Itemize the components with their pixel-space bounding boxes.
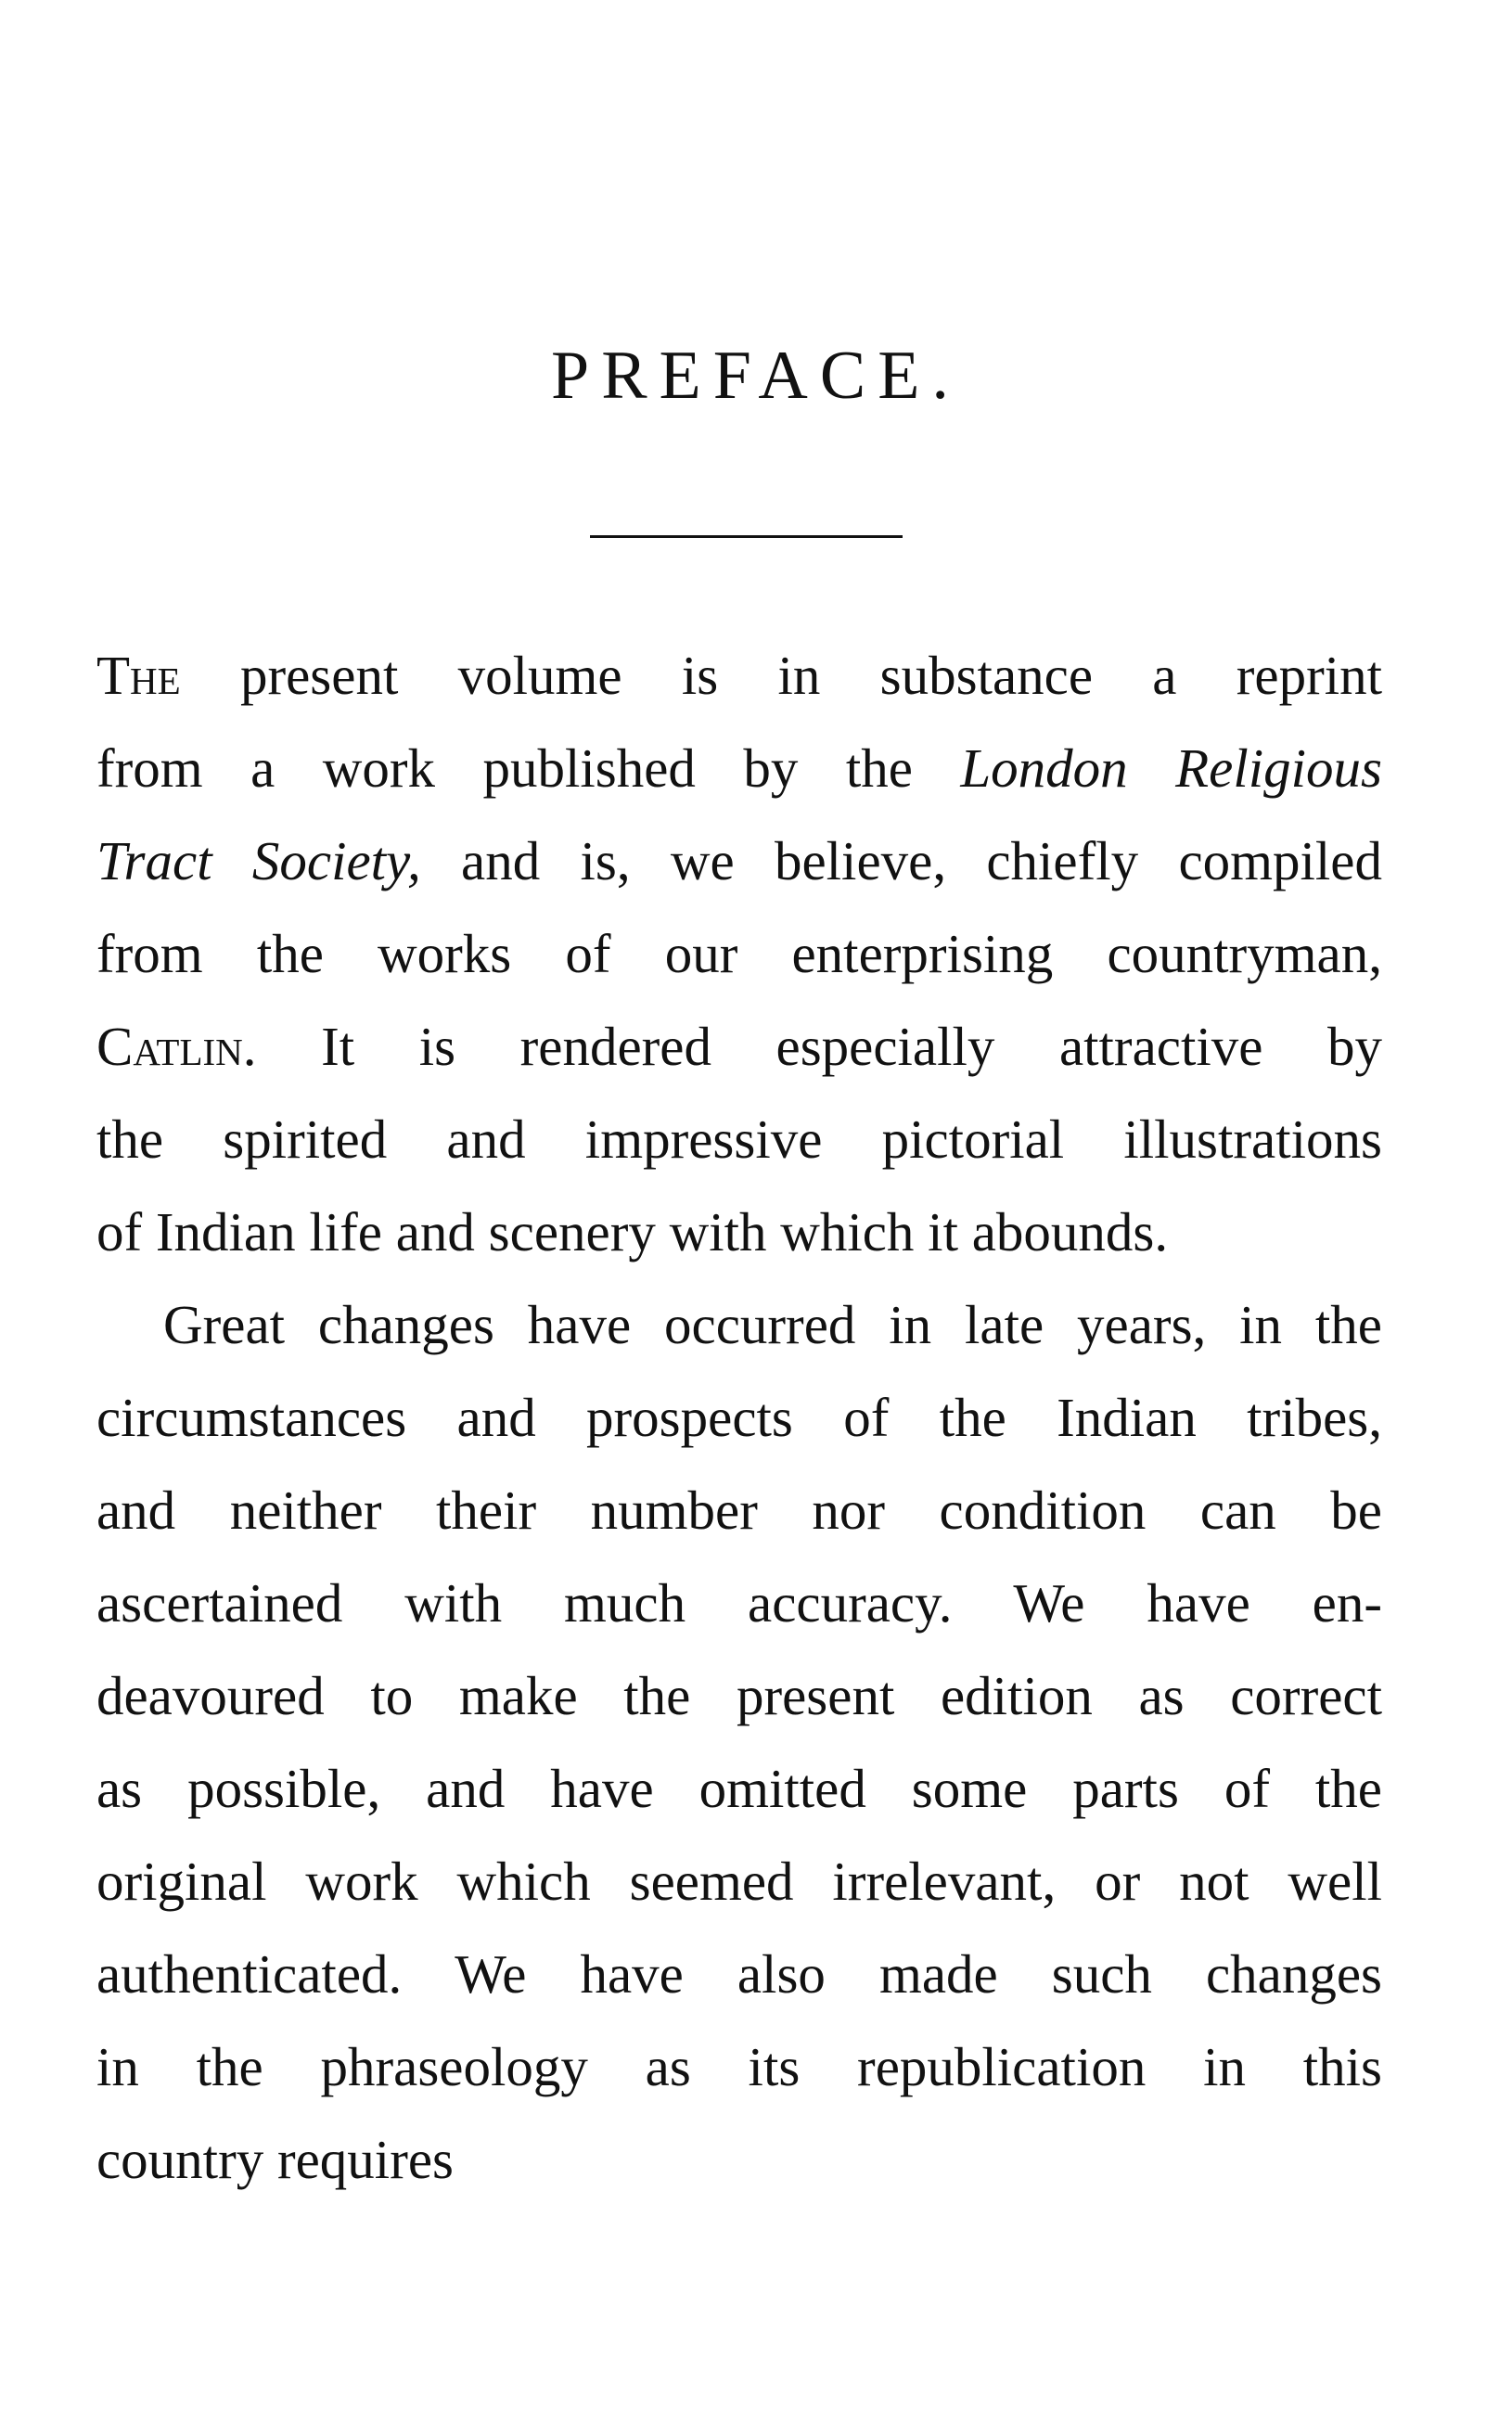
- line-text: deavoured to make the present edition as correct: [96, 1665, 1382, 1726]
- line-text: ascertained with much accuracy. We have en-: [96, 1572, 1382, 1634]
- line-text: circumstances and prospects of the Indian tribes,: [96, 1387, 1382, 1448]
- line-text: the spirited and impressive pictorial illustrations: [96, 1108, 1382, 1170]
- line-text: original work which seemed irrelevant, or not well: [96, 1851, 1382, 1912]
- line-text: in the phraseology as its republication in this: [96, 2036, 1382, 2097]
- text-line: [96, 1464, 1382, 1557]
- small-caps-word: Catlin.: [96, 1016, 257, 1077]
- text-line: [96, 1742, 1382, 1835]
- line-text: and is, we believe, chiefly compiled: [420, 830, 1382, 891]
- text-line: [96, 722, 1382, 814]
- line-text: from a work published by the: [96, 737, 961, 799]
- line-text: of Indian life and scenery with which it abounds.: [96, 1201, 1169, 1262]
- line-text: authenticated. We have also made such changes: [96, 1943, 1382, 2005]
- text-line: [96, 1093, 1382, 1185]
- text-line: [96, 1000, 1382, 1093]
- text-line: [96, 814, 1382, 907]
- text-line: [96, 2020, 1382, 2113]
- line-text: It is rendered especially attractive by: [256, 1016, 1382, 1077]
- preface-body: [96, 629, 1382, 2206]
- small-caps-word: The: [96, 645, 181, 706]
- italic-text: London Religious: [960, 737, 1382, 799]
- text-line: [96, 1278, 1382, 1371]
- text-line: [96, 1185, 1382, 1278]
- title-divider: [590, 535, 903, 538]
- italic-text: Tract Society,: [96, 830, 421, 891]
- paragraph-2: [96, 1278, 1382, 2206]
- text-line: [96, 1835, 1382, 1928]
- page-title: PREFACE.: [551, 338, 961, 414]
- text-line: [96, 1649, 1382, 1742]
- text-line: [96, 2113, 1382, 2206]
- line-text: as possible, and have omitted some parts of the: [96, 1758, 1382, 1819]
- line-text: from the works of our enterprising countryman,: [96, 923, 1382, 984]
- text-line: [96, 1557, 1382, 1649]
- line-text: country requires: [96, 2129, 454, 2190]
- text-line: [96, 629, 1382, 722]
- line-text: and neither their number nor condition can be: [96, 1480, 1382, 1541]
- paragraph-1: [96, 629, 1382, 1278]
- text-line: [96, 907, 1382, 1000]
- line-text: present volume is in substance a reprint: [180, 645, 1382, 706]
- text-line: [96, 1928, 1382, 2020]
- text-line: [96, 1371, 1382, 1464]
- line-text: Great changes have occurred in late years, in the: [163, 1294, 1382, 1355]
